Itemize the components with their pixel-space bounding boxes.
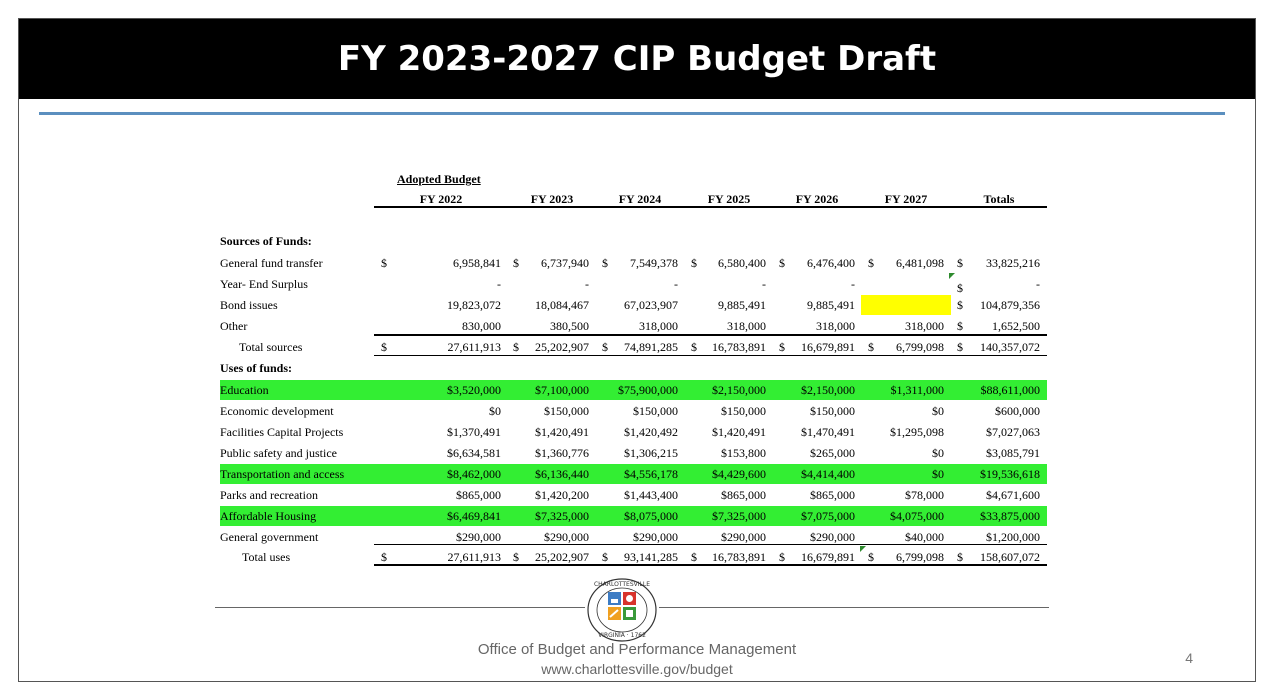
dollar-sign: $: [957, 319, 963, 333]
use-cell: $8,075,000: [624, 509, 678, 523]
use-cell: $7,075,000: [801, 509, 855, 523]
source-cell: 6,476,400: [807, 256, 855, 270]
source-cell: 16,679,891: [801, 340, 855, 354]
svg-text:CHARLOTTESVILLE: CHARLOTTESVILLE: [593, 581, 651, 588]
source-cell: 1,652,500: [992, 319, 1040, 333]
dollar-sign: $: [691, 550, 697, 564]
use-cell: $7,027,063: [986, 425, 1040, 439]
use-cell: $88,611,000: [980, 383, 1040, 397]
footer-rule-right: [659, 607, 1049, 608]
use-cell: $1,443,400: [624, 488, 678, 502]
dollar-sign: $: [381, 340, 387, 354]
uses-total-underline: [374, 564, 1047, 566]
use-cell: 27,611,913: [447, 550, 501, 564]
column-header: FY 2024: [618, 192, 662, 206]
source-cell: 6,737,940: [541, 256, 589, 270]
use-cell: $150,000: [544, 404, 589, 418]
use-cell: $290,000: [456, 530, 501, 544]
source-cell: 318,000: [816, 319, 855, 333]
use-row-label: Facilities Capital Projects: [220, 425, 344, 439]
dollar-sign: $: [513, 550, 519, 564]
adopted-budget-label: Adopted Budget: [397, 172, 481, 186]
use-cell: $0: [932, 467, 944, 481]
use-cell: $3,520,000: [447, 383, 501, 397]
use-cell: $1,295,098: [890, 425, 944, 439]
source-cell: 140,357,072: [980, 340, 1040, 354]
svg-text:VIRGINIA · 1762: VIRGINIA · 1762: [598, 632, 646, 639]
use-cell: $1,420,492: [624, 425, 678, 439]
use-cell: $4,556,178: [624, 467, 678, 481]
footer-rule-left: [215, 607, 585, 608]
use-cell: $150,000: [633, 404, 678, 418]
use-cell: $0: [932, 446, 944, 460]
use-cell: 93,141,285: [624, 550, 678, 564]
use-cell: $1,311,000: [890, 383, 944, 397]
use-cell: $8,462,000: [447, 467, 501, 481]
use-cell: 16,679,891: [801, 550, 855, 564]
use-cell: $1,420,200: [535, 488, 589, 502]
dollar-sign: $: [691, 340, 697, 354]
use-cell: $1,370,491: [447, 425, 501, 439]
dollar-sign: $: [513, 256, 519, 270]
use-cell: $1,200,000: [986, 530, 1040, 544]
use-cell: $40,000: [905, 530, 944, 544]
source-cell: 74,891,285: [624, 340, 678, 354]
use-cell: $150,000: [810, 404, 855, 418]
source-row-label: Bond issues: [220, 298, 278, 312]
sources-heading: Sources of Funds:: [220, 234, 312, 248]
use-row-label: Parks and recreation: [220, 488, 318, 502]
use-cell: $290,000: [721, 530, 766, 544]
source-row-label: Year- End Surplus: [220, 277, 308, 291]
use-row-label: General government: [220, 530, 319, 544]
use-row-label: Transportation and access: [220, 467, 345, 481]
column-header: FY 2027: [884, 192, 928, 206]
dollar-sign: $: [868, 340, 874, 354]
uses-heading: Uses of funds:: [220, 361, 293, 375]
use-cell: $290,000: [633, 530, 678, 544]
source-row-label: General fund transfer: [220, 256, 323, 270]
source-cell: 27,611,913: [447, 340, 501, 354]
source-cell: 33,825,216: [986, 256, 1040, 270]
use-cell: $19,536,618: [980, 467, 1040, 481]
source-cell: 6,580,400: [718, 256, 766, 270]
sources-total-underline: [374, 355, 1047, 356]
page-number: 4: [1185, 650, 1193, 666]
dollar-sign: $: [602, 256, 608, 270]
sources-subtotal-line: [374, 334, 1047, 336]
source-cell: -: [497, 277, 501, 291]
source-cell: -: [674, 277, 678, 291]
use-cell: $7,100,000: [535, 383, 589, 397]
dollar-sign: $: [779, 340, 785, 354]
column-header: FY 2023: [530, 192, 574, 206]
source-cell: 19,823,072: [447, 298, 501, 312]
use-cell: $290,000: [810, 530, 855, 544]
use-cell: $0: [489, 404, 501, 418]
source-cell: -: [585, 277, 589, 291]
use-cell: 16,783,891: [712, 550, 766, 564]
source-cell: 318,000: [639, 319, 678, 333]
use-cell: $4,429,600: [712, 467, 766, 481]
dollar-sign: $: [602, 340, 608, 354]
use-cell: 158,607,072: [980, 550, 1040, 564]
column-header: FY 2025: [707, 192, 751, 206]
use-cell: $2,150,000: [801, 383, 855, 397]
use-cell: $75,900,000: [618, 383, 678, 397]
source-cell: 16,783,891: [712, 340, 766, 354]
dollar-sign: $: [779, 550, 785, 564]
use-cell: $3,085,791: [986, 446, 1040, 460]
use-cell: $33,875,000: [980, 509, 1040, 523]
use-cell: $0: [932, 404, 944, 418]
bond-fy2027-highlight: [861, 295, 951, 315]
use-cell: $1,306,215: [624, 446, 678, 460]
source-cell: -: [762, 277, 766, 291]
dollar-sign: $: [602, 550, 608, 564]
slide-title: FY 2023-2027 CIP Budget Draft: [19, 19, 1255, 99]
uses-subtotal-line: [374, 544, 1047, 545]
use-cell: $1,470,491: [801, 425, 855, 439]
dollar-sign: $: [957, 256, 963, 270]
use-cell: $290,000: [544, 530, 589, 544]
use-row-label: Affordable Housing: [220, 509, 317, 523]
use-cell: $150,000: [721, 404, 766, 418]
dollar-sign: $: [957, 281, 963, 295]
header-underline: [374, 206, 1047, 208]
source-cell: 380,500: [550, 319, 589, 333]
use-cell: $1,420,491: [535, 425, 589, 439]
use-cell: $865,000: [721, 488, 766, 502]
title-divider: [39, 112, 1225, 115]
use-cell: $1,420,491: [712, 425, 766, 439]
footer-url: www.charlottesville.gov/budget: [541, 661, 733, 677]
use-cell: $2,150,000: [712, 383, 766, 397]
dollar-sign: $: [957, 340, 963, 354]
source-cell: 9,885,491: [718, 298, 766, 312]
source-cell: 7,549,378: [630, 256, 678, 270]
source-cell: 25,202,907: [535, 340, 589, 354]
source-cell: -: [851, 277, 855, 291]
dollar-sign: $: [779, 256, 785, 270]
source-row-label: Total sources: [239, 340, 303, 354]
footer-office: Office of Budget and Performance Management: [477, 641, 797, 658]
use-cell: $4,671,600: [986, 488, 1040, 502]
use-cell: $6,469,841: [447, 509, 501, 523]
source-cell: 6,481,098: [896, 256, 944, 270]
dollar-sign: $: [868, 256, 874, 270]
use-cell: $7,325,000: [535, 509, 589, 523]
source-cell: -: [1036, 277, 1040, 291]
use-cell: $78,000: [905, 488, 944, 502]
use-cell: $6,634,581: [447, 446, 501, 460]
use-cell: 25,202,907: [535, 550, 589, 564]
source-cell: 6,799,098: [896, 340, 944, 354]
dollar-sign: $: [957, 298, 963, 312]
source-cell: 67,023,907: [624, 298, 678, 312]
source-cell: [844, 274, 944, 294]
column-header: Totals: [983, 192, 1015, 206]
city-seal-icon: [586, 577, 658, 643]
dollar-sign: $: [513, 340, 519, 354]
use-row-label: Public safety and justice: [220, 446, 337, 460]
source-cell: 18,084,467: [535, 298, 589, 312]
dollar-sign: $: [381, 256, 387, 270]
use-row-label: Economic development: [220, 404, 334, 418]
source-row-label: Other: [220, 319, 248, 333]
dollar-sign: $: [957, 550, 963, 564]
comment-marker-icon: [860, 546, 866, 552]
use-cell: $865,000: [810, 488, 855, 502]
use-cell: $7,325,000: [712, 509, 766, 523]
source-cell: 104,879,356: [980, 298, 1040, 312]
use-cell: $265,000: [810, 446, 855, 460]
source-cell: 318,000: [905, 319, 944, 333]
use-cell: $153,800: [721, 446, 766, 460]
use-cell: 6,799,098: [896, 550, 944, 564]
use-cell: $4,075,000: [890, 509, 944, 523]
comment-marker-icon: [949, 273, 955, 279]
slide: [18, 18, 1256, 682]
source-cell: 830,000: [462, 319, 501, 333]
source-cell: 318,000: [727, 319, 766, 333]
use-row-label: Education: [220, 383, 269, 397]
dollar-sign: $: [381, 550, 387, 564]
source-cell: 6,958,841: [453, 256, 501, 270]
use-cell: $865,000: [456, 488, 501, 502]
use-row-label: Total uses: [242, 550, 291, 564]
use-cell: $6,136,440: [535, 467, 589, 481]
use-cell: $600,000: [995, 404, 1040, 418]
dollar-sign: $: [691, 256, 697, 270]
column-header: FY 2026: [795, 192, 839, 206]
dollar-sign: $: [868, 550, 874, 564]
use-cell: $4,414,400: [801, 467, 855, 481]
use-cell: $1,360,776: [535, 446, 589, 460]
column-header: FY 2022: [419, 192, 463, 206]
source-cell: 9,885,491: [807, 298, 855, 312]
